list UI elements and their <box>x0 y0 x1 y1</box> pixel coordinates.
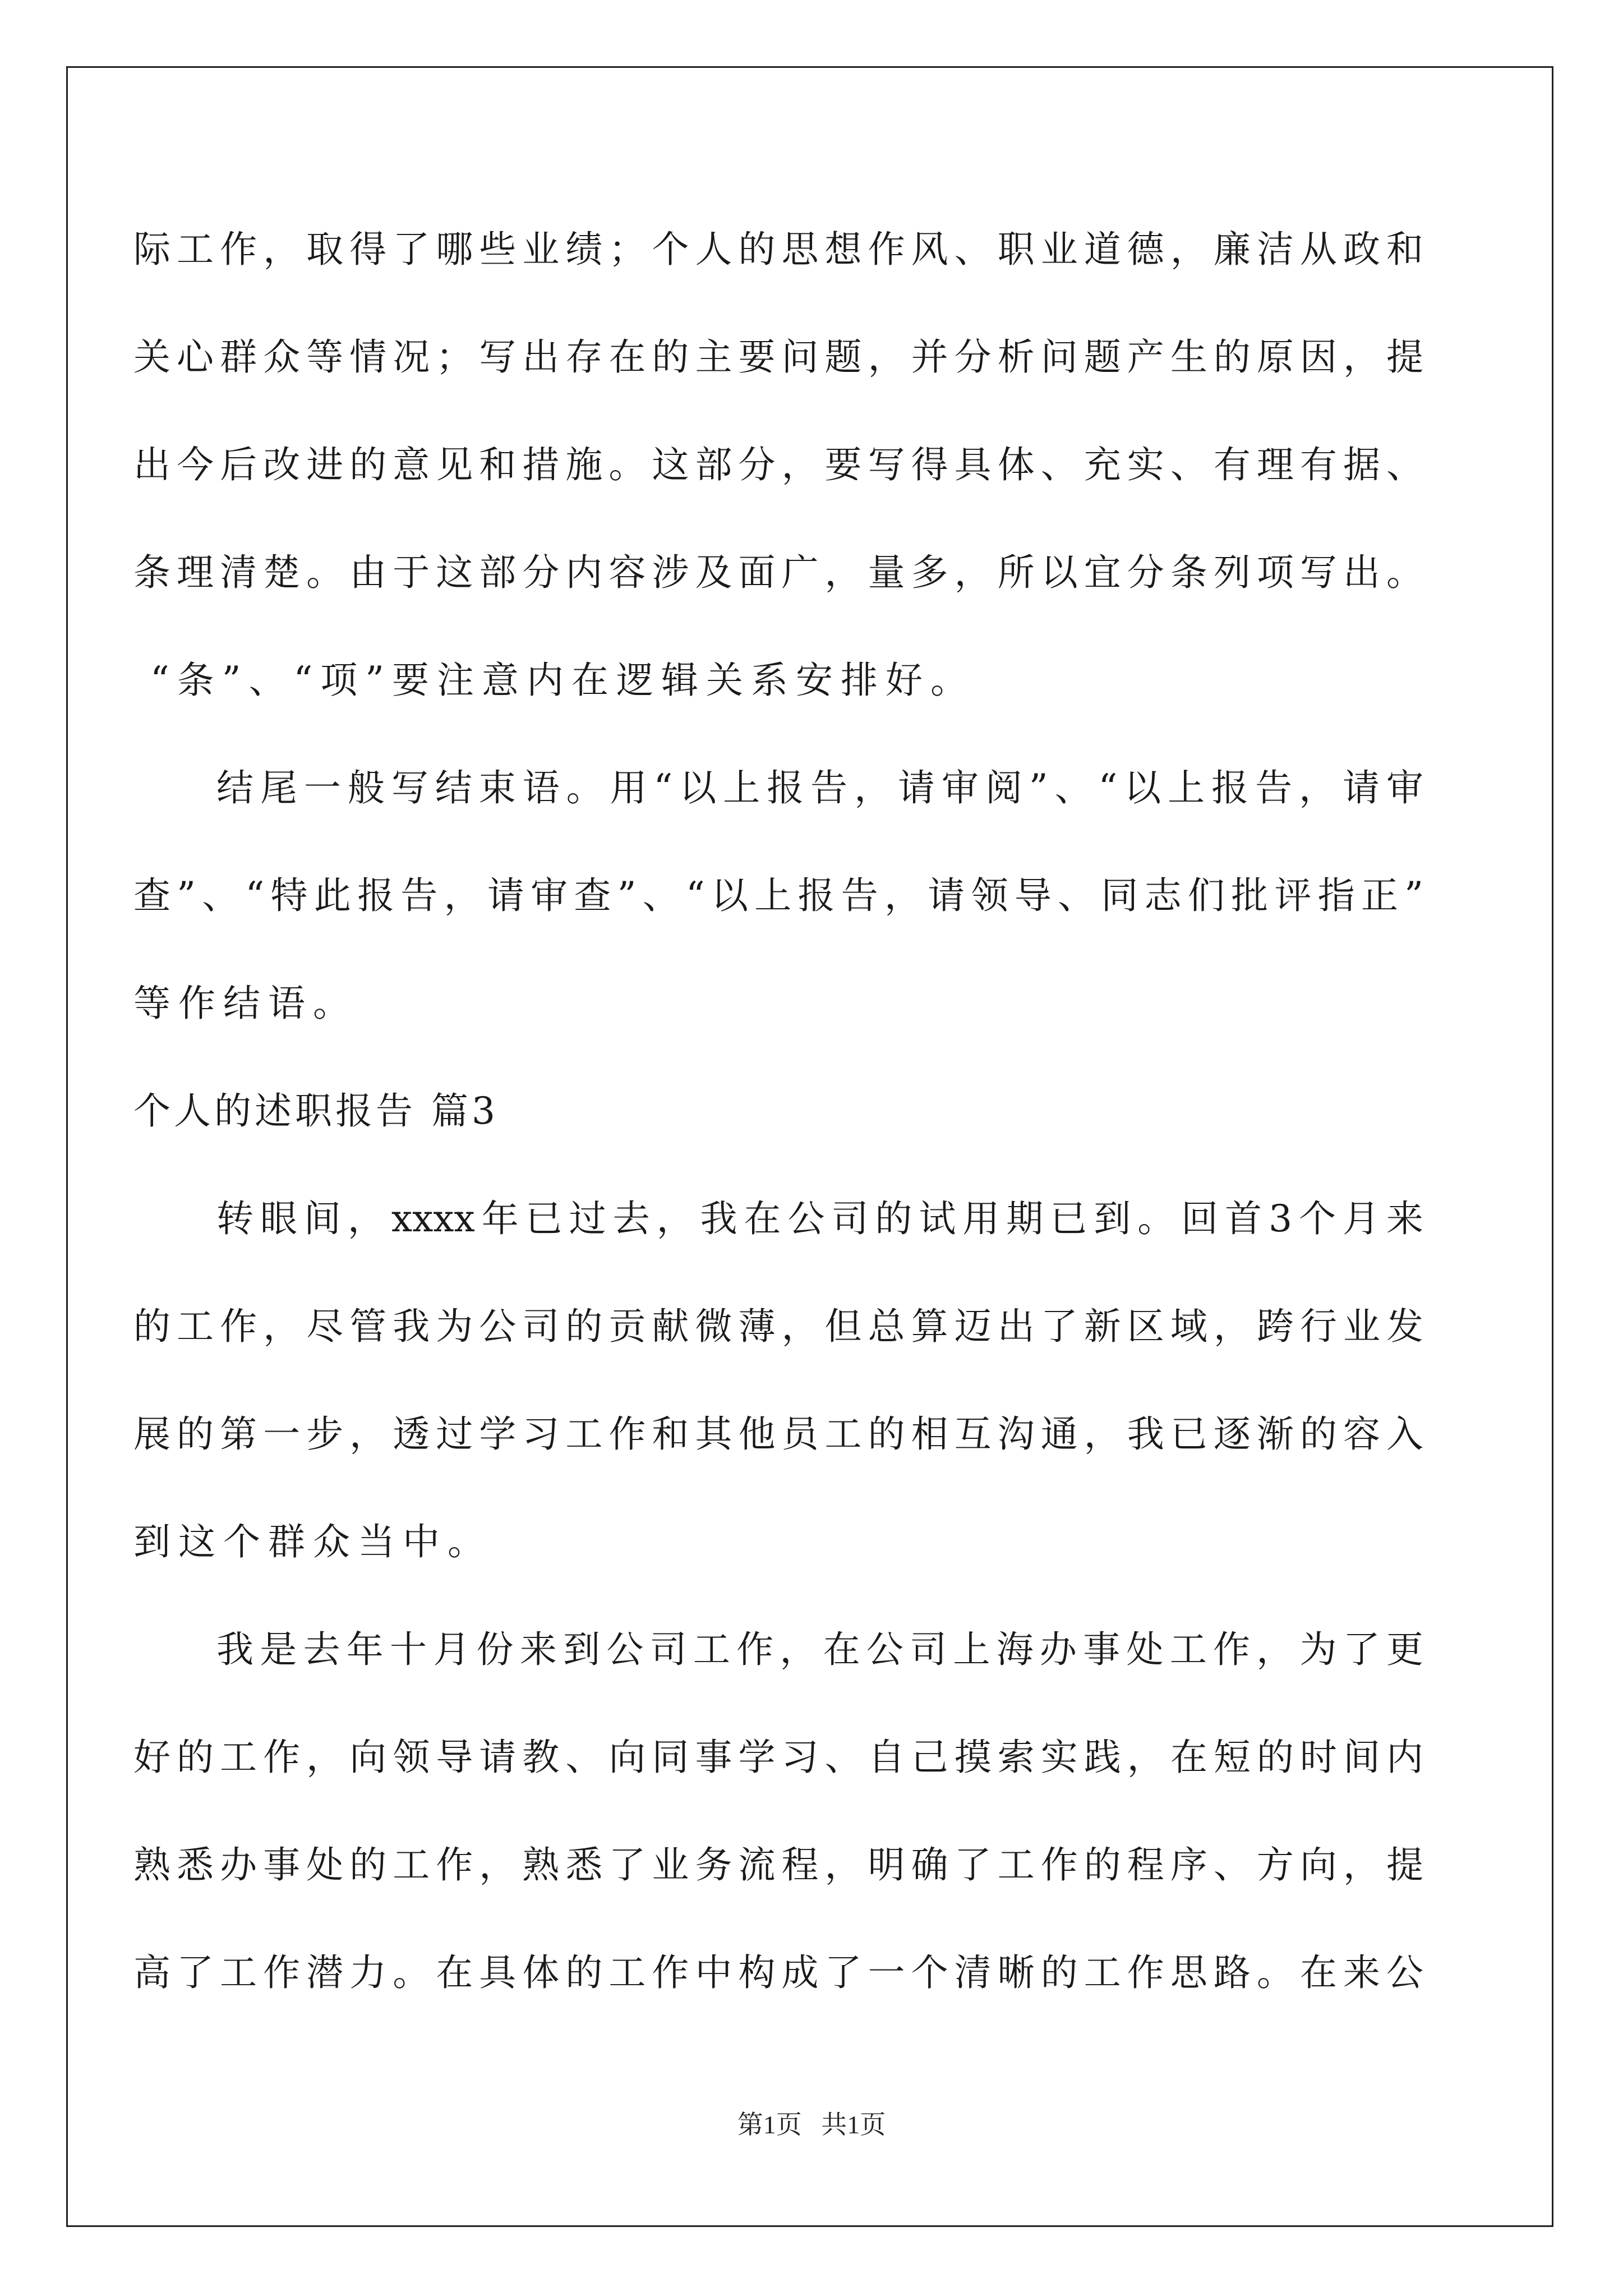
text-line-7: 查”、“特此报告，请审查”、“以上报告，请领导、同志们批评指正” <box>133 874 1423 917</box>
text-line-6: 结尾一般写结束语。用“以上报告，请审阅”、“以上报告，请审 <box>216 766 1423 809</box>
text-line-4: 条理清楚。由于这部分内容涉及面广，量多，所以宜分条列项写出。 <box>133 551 1423 594</box>
text-line-11: 的工作，尽管我为公司的贡献微薄，但总算迈出了新区域，跨行业发 <box>133 1305 1423 1348</box>
text-line-3: 出今后改进的意见和措施。这部分，要写得具体、充实、有理有据、 <box>133 443 1423 486</box>
page-footer: 第1页 共1页 <box>737 2110 886 2139</box>
text-line-5: “条”、“项”要注意内在逻辑关系安排好。 <box>150 659 975 702</box>
section-heading: 个人的述职报告 篇3 <box>133 1089 499 1133</box>
text-line-2: 关心群众等情况；写出存在的主要问题，并分析问题产生的原因，提 <box>133 335 1423 379</box>
text-line-14: 我是去年十月份来到公司工作，在公司上海办事处工作，为了更 <box>216 1628 1423 1671</box>
text-line-12: 展的第一步，透过学习工作和其他员工的相互沟通，我已逐渐的容入 <box>133 1412 1423 1456</box>
text-line-17: 高了工作潜力。在具体的工作中构成了一个清晰的工作思路。在来公 <box>133 1951 1423 1994</box>
text-line-8: 等作结语。 <box>133 982 358 1025</box>
text-line-13: 到这个群众当中。 <box>133 1520 492 1563</box>
text-line-10: 转眼间，xxxx年已过去，我在公司的试用期已到。回首3个月来 <box>216 1197 1423 1240</box>
text-line-1: 际工作，取得了哪些业绩；个人的思想作风、职业道德，廉洁从政和 <box>133 228 1423 271</box>
page-border <box>66 66 1553 2227</box>
text-line-16: 熟悉办事处的工作，熟悉了业务流程，明确了工作的程序、方向，提 <box>133 1843 1423 1887</box>
text-line-15: 好的工作，向领导请教、向同事学习、自己摸索实践，在短的时间内 <box>133 1736 1423 1779</box>
